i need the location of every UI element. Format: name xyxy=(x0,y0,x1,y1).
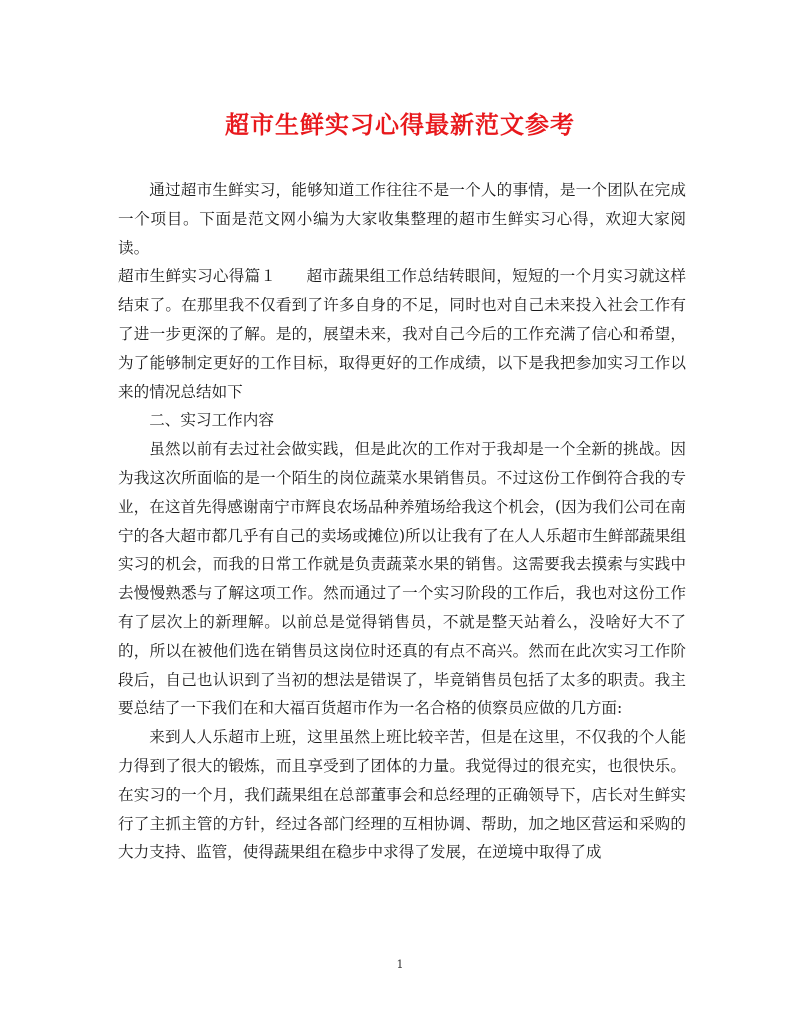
subheading: 二、实习工作内容 xyxy=(149,411,274,430)
page-number: 1 xyxy=(396,958,404,971)
work-content-paragraph: 虽然以前有去过社会做实践，但是此次的工作对于我却是一个全新的挑战。因为我这次所面临的是一个陌生的岗位蔬菜水果销售员。不过这份工作倒符合我的专业，在这首先得感谢南宁市辉良农场品种养殖场给我这个机会，(因为我们公司在南宁的各大超市都几乎有自己的卖场或摊位)所以让我有了在人人乐超市生鲜部蔬果组实习的机会，而我的日常工作就是负责蔬菜水果的销售。这需要我去摸索与实践中去慢慢熟悉与了解这项工作。然而通过了一个实习阶段的工作后，我也对这份工作有了层次上的新理解。以前总是觉得销售员，不就是整天站着么，没啥好大不了的，所以在被他们选在销售员这岗位时还真的有点不高兴。然而在此次实习工作阶段后，自己也认识到了当初的想法是错误了，毕竟销售员包括了太多的职责。我主要总结了一下我们在和大福百货超市作为一名合格的侦察员应做的几方面: xyxy=(118,440,686,718)
document-body xyxy=(118,176,686,867)
document-title: 超市生鲜实习心得最新范文参考 xyxy=(225,110,575,139)
section-heading: 超市生鲜实习心得篇１ xyxy=(118,267,277,286)
section-paragraph xyxy=(118,262,686,406)
intro-paragraph: 通过超市生鲜实习，能够知道工作往往不是一个人的事情，是一个团队在完成一个项目。下面是范文网小编为大家收集整理的超市生鲜实习心得，欢迎大家阅读。 xyxy=(118,181,686,257)
experience-paragraph: 来到人人乐超市上班，这里虽然上班比较辛苦，但是在这里，不仅我的个人能力得到了很大的锻炼，而且享受到了团体的力量。我觉得过的很充实，也很快乐。在实习的一个月，我们蔬果组在总部董事会和总经理的正确领导下，店长对生鲜实行了主抓主管的方针，经过各部门经理的互相协调、帮助，加之地区营运和采购的大力支持、监管，使得蔬果组在稳步中求得了发展，在逆境中取得了成 xyxy=(118,728,686,862)
section-body: 超市蔬果组工作总结转眼间，短短的一个月实习就这样结束了。在那里我不仅看到了许多自身的不足，同时也对自己未来投入社会工作有了进一步更深的了解。是的，展望未来，我对自己今后的工作充满了信心和希望，为了能够制定更好的工作目标，取得更好的工作成绩，以下是我把参加实习工作以来的情况总结如下 xyxy=(118,267,686,401)
